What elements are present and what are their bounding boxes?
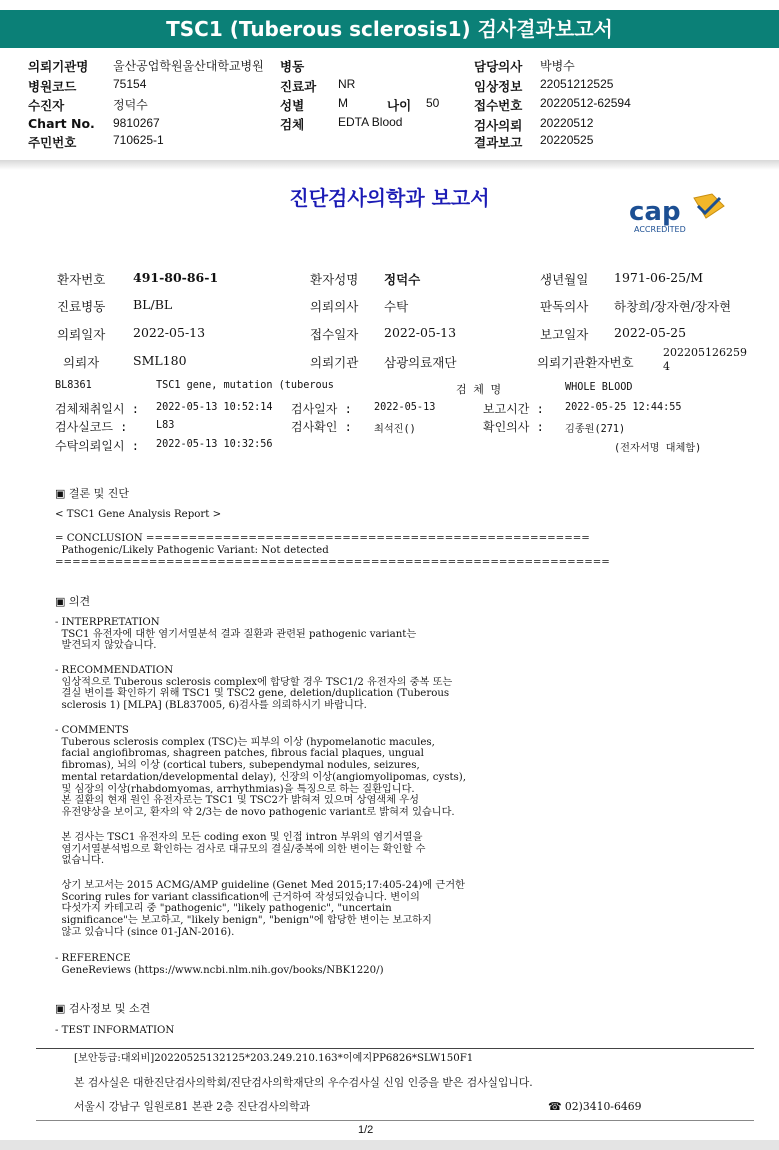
value-report-day: 2022-05-25	[614, 325, 687, 340]
value-requester: SML180	[133, 353, 187, 368]
test-info-label: - TEST INFORMATION	[55, 1025, 175, 1036]
value-lab-code: L83	[156, 420, 175, 431]
value-age: 50	[426, 96, 440, 110]
comments-block-3: 상기 보고서는 2015 ACMG/AMP guideline (Genet Med 2015;17:405-24)에 근거한 Scoring rules for variant classification에 근거하여 작성되었습니다. 변이의 다섯가지 카테고리 중 "pathogenic", "likely pathogenic", "uncertain significance"는 보고하고, "likely benign", "benign"에 합당한 변이는 보고하지 않고 있습니다 (since 01-JAN-2016).	[61, 880, 465, 938]
value-collection-time: 2022-05-13 10:52:14	[156, 402, 273, 413]
label-requesting-institution: 의뢰기관	[310, 355, 359, 370]
value-requesting-institution: 삼광의료재단	[384, 355, 457, 370]
label-birthdate: 생년월일	[540, 272, 589, 287]
value-patient-name: 정덕수	[384, 272, 421, 287]
label-consign-time: 수탁의뢰일시 :	[55, 439, 140, 453]
label-report-day: 보고일자	[540, 327, 589, 342]
label-requester: 의뢰자	[63, 355, 100, 370]
value-patient: 정덕수	[113, 98, 148, 112]
value-hospital-code: 75154	[113, 77, 147, 91]
label-doctor: 담당의사	[474, 59, 523, 74]
test-info-heading: ▣ 검사정보 및 소견	[55, 1002, 151, 1015]
opinion-heading: ▣ 의견	[55, 595, 91, 608]
label-clinical-info: 임상정보	[474, 79, 523, 94]
label-patient: 수진자	[28, 98, 65, 113]
value-department: NR	[338, 77, 356, 91]
conclusion-end: =================================================================	[55, 557, 610, 568]
value-test-date: 2022-05-13	[374, 402, 436, 413]
value-receipt-no: 20220512-62594	[540, 96, 631, 110]
comments-block-2: 본 검사는 TSC1 유전자의 모든 coding exon 및 인접 intron 부위의 염기서열을 염기서열분석법으로 확인하는 검사로 대규모의 결실/중복에 의한 변이는 확인할 수 없습니다.	[61, 832, 426, 867]
label-report-time: 보고시간 :	[483, 402, 544, 416]
value-confirm-doctor: 김종원(271)	[565, 424, 626, 435]
recommendation-block: - RECOMMENDATION 임상적으로 Tuberous sclerosis complex에 합당할 경우 TSC1/2 유전자의 중복 또는 결실 변이를 확인하기 위해 TSC1 및 TSC2 gene, deletion/duplication (Tuberous sclerosis 1) [MLPA] (BL837005, 6)검사를 의뢰하시기 바랍니다.	[55, 665, 453, 712]
label-department: 진료과	[280, 79, 317, 94]
label-sex: 성별	[280, 98, 305, 113]
value-specimen-name: WHOLE BLOOD	[565, 382, 633, 393]
value-institution: 울산공업학원울산대학교병원	[113, 59, 264, 73]
label-hospital-code: 병원코드	[28, 79, 77, 94]
value-specimen: EDTA Blood	[338, 115, 403, 129]
test-code: BL8361	[55, 380, 92, 391]
label-specimen-name: 검 체 명	[456, 383, 502, 396]
label-request-date: 검사의뢰	[474, 118, 523, 133]
label-test-check: 검사확인 :	[291, 420, 352, 434]
value-request-date: 20220512	[540, 116, 594, 130]
label-patient-no: 환자번호	[57, 272, 106, 287]
value-birthdate: 1971-06-25/M	[614, 270, 704, 285]
conclusion-heading: ▣ 결론 및 진단	[55, 487, 130, 500]
label-resident-no: 주민번호	[28, 135, 77, 150]
conclusion-line: = CONCLUSION ====================================================	[55, 533, 590, 544]
label-care-ward: 진료병동	[57, 299, 106, 314]
label-specimen: 검체	[280, 117, 305, 132]
value-receipt-day: 2022-05-13	[384, 325, 457, 340]
value-patient-no: 491-80-86-1	[133, 270, 219, 285]
value-doctor: 박병수	[540, 59, 575, 73]
label-institution-patient-no: 의뢰기관환자번호	[537, 355, 634, 370]
label-confirm-doctor: 확인의사 :	[483, 420, 544, 434]
cap-logo-icon	[628, 192, 738, 238]
value-care-ward: BL/BL	[133, 297, 173, 312]
label-reading-doctor: 판독의사	[540, 299, 589, 314]
value-sex: M	[338, 96, 348, 110]
value-result-report: 20220525	[540, 133, 594, 147]
label-patient-name: 환자성명	[310, 272, 359, 287]
label-age: 나이	[387, 98, 412, 113]
value-consign-time: 2022-05-13 10:32:56	[156, 439, 273, 450]
test-name: TSC1 gene, mutation (tuberous	[156, 380, 334, 391]
value-clinical-info: 22051212525	[540, 77, 614, 91]
report-title-bar: TSC1 (Tuberous sclerosis1) 검사결과보고서	[0, 10, 779, 48]
page-number: 1/2	[358, 1124, 374, 1136]
label-request-day: 의뢰일자	[57, 327, 106, 342]
lab-address: 서울시 강남구 일원로81 본관 2층 진단검사의학과	[74, 1100, 310, 1113]
value-request-day: 2022-05-13	[133, 325, 206, 340]
cap-logo-word: cap	[629, 197, 681, 227]
cap-accredited-logo	[628, 192, 738, 238]
certification-text: 본 검사실은 대한진단검사의학회/진단검사의학재단의 우수검사실 신임 인증을 받은 검사실입니다.	[74, 1076, 533, 1089]
label-requesting-doctor: 의뢰의사	[310, 299, 359, 314]
label-ward: 병동	[280, 59, 305, 74]
header-separator	[0, 160, 779, 170]
value-resident-no: 710625-1	[113, 133, 164, 147]
label-collection-time: 검체채취일시 :	[55, 402, 140, 416]
value-requesting-doctor: 수탁	[384, 299, 409, 314]
label-institution: 의뢰기관명	[28, 59, 89, 74]
comments-block: - COMMENTS Tuberous sclerosis complex (TSC)는 피부의 이상 (hypomelanotic macules, facial angiofibromas, shagreen patches, fibrous facial plaques, ungual fibromas), 뇌의 이상 (cortical tubers, subependymal nodules, seizures, mental retardation/developmental delay), 신장의 이상(angiomyolipomas, cysts), 및 심장의 이상(rhabdomyomas, arrhythmias)을 특징으로 하는 질환입니다. 본 질환의 현재 원인 유전자로는 TSC1 및 TSC2가 밝혀져 있으며 상염색체 우성 유전양상을 보이고, 환자의 약 2/3는 de novo pathogenic variant로 밝혀져 있습니다.	[55, 725, 467, 818]
security-line: [보안등급:대외비]20220525132125*203.249.210.163*이예지PP6826*SLW150F1	[74, 1053, 474, 1064]
value-test-check: 최석진()	[374, 424, 416, 435]
label-result-report: 결과보고	[474, 135, 523, 150]
value-institution-patient-no: 202205126259	[663, 346, 747, 359]
footer-top-line	[36, 1048, 754, 1049]
interpretation-block: - INTERPRETATION TSC1 유전자에 대한 염기서열분석 결과 질환과 관련된 pathogenic variant는 발견되지 않았습니다.	[55, 617, 417, 652]
label-chart-no: Chart No.	[28, 116, 95, 131]
label-receipt-day: 접수일자	[310, 327, 359, 342]
viewer-bottom-bar	[0, 1140, 779, 1150]
footer-bottom-line	[36, 1120, 754, 1121]
reference-block: - REFERENCE GeneReviews (https://www.ncbi.nlm.nih.gov/books/NBK1220/)	[55, 953, 384, 976]
cap-logo-sub: ACCREDITED	[634, 225, 686, 234]
value-institution-patient-no-suffix: 4	[663, 360, 670, 373]
label-lab-code: 검사실코드 :	[55, 420, 128, 434]
lab-phone: ☎ 02)3410-6469	[548, 1100, 642, 1113]
label-test-date: 검사일자 :	[291, 402, 352, 416]
value-reading-doctor: 하창희/장자현/장자현	[614, 299, 732, 314]
report-heading: 진단검사의학과 보고서	[289, 186, 490, 210]
label-receipt-no: 접수번호	[474, 98, 523, 113]
conclusion-text: Pathogenic/Likely Pathogenic Variant: Not detected	[55, 545, 329, 556]
value-report-time: 2022-05-25 12:44:55	[565, 402, 682, 413]
signature-note: (전자서명 대체함)	[614, 443, 702, 454]
value-chart-no: 9810267	[113, 116, 160, 130]
report-name: < TSC1 Gene Analysis Report >	[55, 509, 222, 520]
